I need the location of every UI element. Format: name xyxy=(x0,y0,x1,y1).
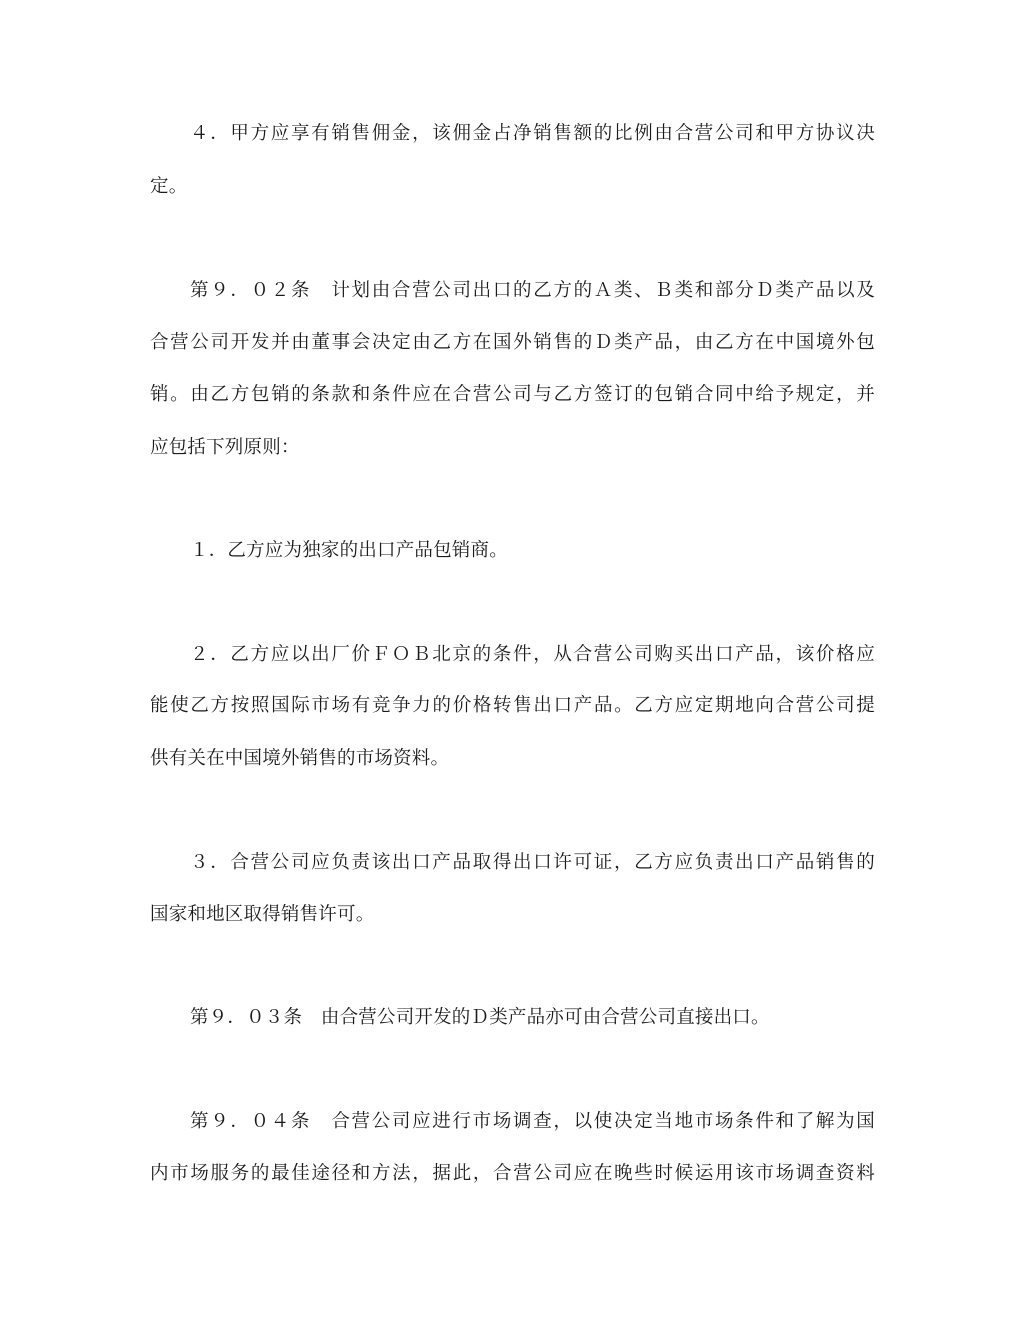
paragraph-line: 能使乙方按照国际市场有竞争力的价格转售出口产品。乙方应定期地向合营公司提 xyxy=(150,695,875,716)
paragraph-line: 内市场服务的最佳途径和方法，据此，合营公司应在晚些时候运用该市场调查资料 xyxy=(150,1163,875,1184)
paragraph-line: 定。 xyxy=(150,176,188,197)
paragraph-line: ３．合营公司应负责该出口产品取得出口许可证，乙方应负责出口产品销售的 xyxy=(190,852,875,873)
article-heading-line: 第９．０３条 由合营公司开发的Ｄ类产品亦可由合营公司直接出口。 xyxy=(190,1007,770,1028)
document-page xyxy=(150,0,875,1320)
paragraph-line: 供有关在中国境外销售的市场资料。 xyxy=(150,748,450,769)
paragraph-line: 国家和地区取得销售许可。 xyxy=(150,904,375,925)
paragraph-line: ２．乙方应以出厂价ＦＯＢ北京的条件，从合营公司购买出口产品，该价格应 xyxy=(190,644,875,665)
article-heading-line: 第９．０４条 合营公司应进行市场调查，以使决定当地市场条件和了解为国 xyxy=(190,1111,875,1132)
paragraph-line: 合营公司开发并由董事会决定由乙方在国外销售的Ｄ类产品，由乙方在中国境外包 xyxy=(150,332,875,353)
paragraph-line: 销。由乙方包销的条款和条件应在合营公司与乙方签订的包销合同中给予规定，并 xyxy=(150,384,875,405)
paragraph-line: ４．甲方应享有销售佣金，该佣金占净销售额的比例由合营公司和甲方协议决 xyxy=(190,123,875,144)
paragraph-line: １．乙方应为独家的出口产品包销商。 xyxy=(190,540,508,561)
article-heading-line: 第９．０２条 计划由合营公司出口的乙方的Ａ类、Ｂ类和部分Ｄ类产品以及 xyxy=(190,280,875,301)
paragraph-line: 应包括下列原则： xyxy=(150,437,300,458)
